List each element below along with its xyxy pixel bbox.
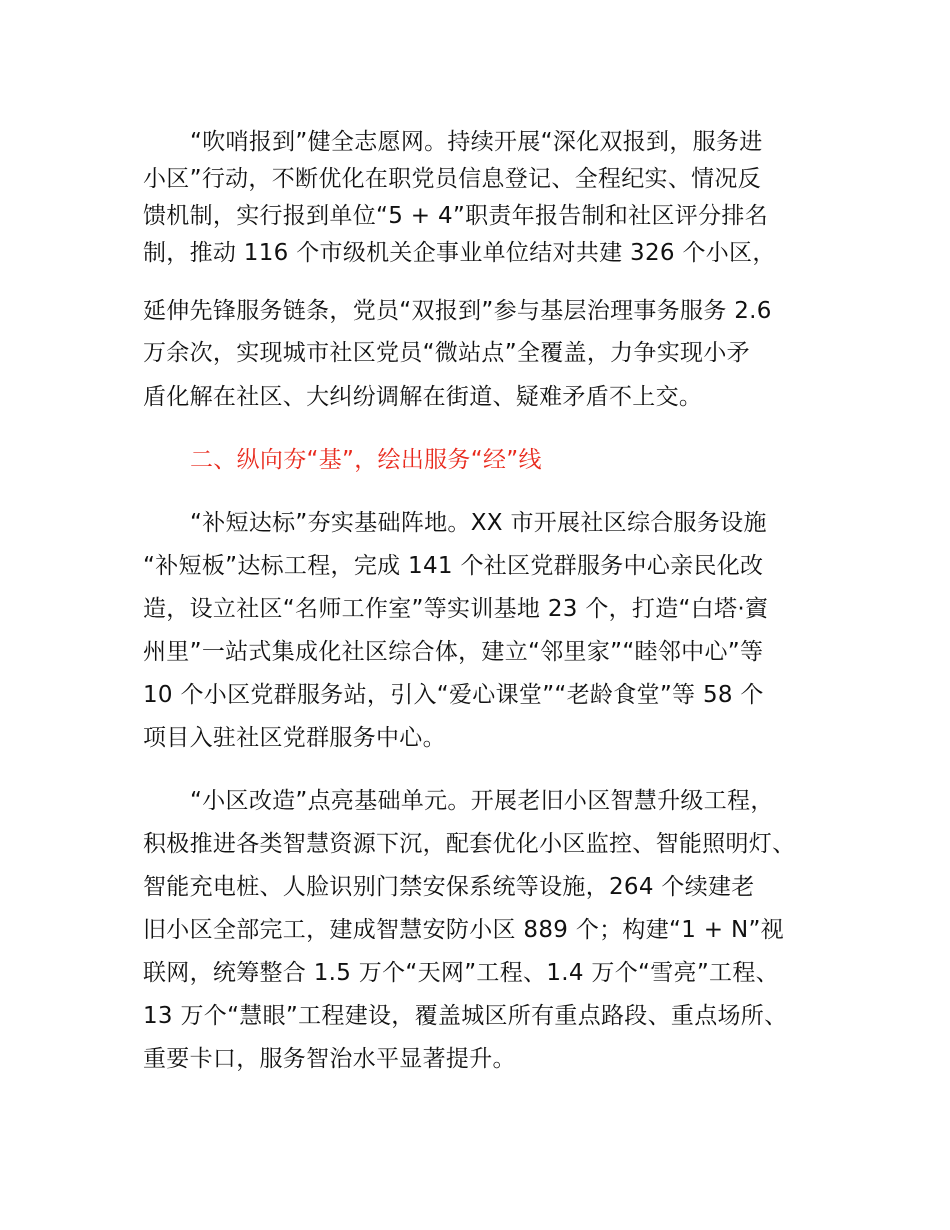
paragraph-1-line-4: 制，推动 116 个市级机关企事业单位结对共建 326 个小区， <box>143 240 776 266</box>
paragraph-2-line-5: 10 个小区党群服务站，引入“爱心课堂”“老龄食堂”等 58 个 <box>143 682 764 708</box>
paragraph-3-line-5: 联网，统筹整合 1.5 万个“天网”工程、1.4 万个“雪亮”工程、 <box>143 960 779 986</box>
paragraph-3-line-3: 智能充电桩、人脸识别门禁安保系统等设施，264 个续建老 <box>143 874 755 900</box>
paragraph-1-line-1: “吹哨报到”健全志愿网。持续开展“深化双报到，服务进 <box>190 129 763 155</box>
paragraph-3-line-6: 13 万个“慧眼”工程建设，覆盖城区所有重点路段、重点场所、 <box>143 1003 788 1029</box>
paragraph-1-line-6: 万余次，实现城市社区党员“微站点”全覆盖，力争实现小矛 <box>143 340 750 366</box>
paragraph-3-line-2: 积极推进各类智慧资源下沉，配套优化小区监控、智能照明灯、 <box>143 831 796 857</box>
paragraph-2-line-6: 项目入驻社区党群服务中心。 <box>143 725 446 751</box>
paragraph-2-line-4: 州里”一站式集成化社区综合体，建立“邻里家”“睦邻中心”等 <box>143 639 764 665</box>
paragraph-2-line-2: “补短板”达标工程，完成 141 个社区党群服务中心亲民化改 <box>143 553 764 579</box>
section-heading: 二、纵向夯“基”，绘出服务“经”线 <box>190 447 542 473</box>
paragraph-2-line-3: 造，设立社区“名师工作室”等实训基地 23 个，打造“白塔·賨 <box>143 596 769 622</box>
paragraph-1-line-5: 延伸先锋服务链条，党员“双报到”参与基层治理事务服务 2.6 <box>143 298 772 324</box>
paragraph-1-line-3: 馈机制，实行报到单位“5 + 4”职责年报告制和社区评分排名 <box>143 203 768 229</box>
paragraph-3-line-1: “小区改造”点亮基础单元。开展老旧小区智慧升级工程， <box>190 788 774 814</box>
paragraph-3-line-7: 重要卡口，服务智治水平显著提升。 <box>143 1046 516 1072</box>
paragraph-3-line-4: 旧小区全部完工，建成智慧安防小区 889 个；构建“1 + N”视 <box>143 917 784 943</box>
paragraph-1-line-7: 盾化解在社区、大纠纷调解在街道、疑难矛盾不上交。 <box>143 384 703 410</box>
paragraph-1-line-2: 小区”行动，不断优化在职党员信息登记、全程纪实、情况反 <box>143 166 762 192</box>
paragraph-2-line-1: “补短达标”夯实基础阵地。XX 市开展社区综合服务设施 <box>190 510 767 536</box>
